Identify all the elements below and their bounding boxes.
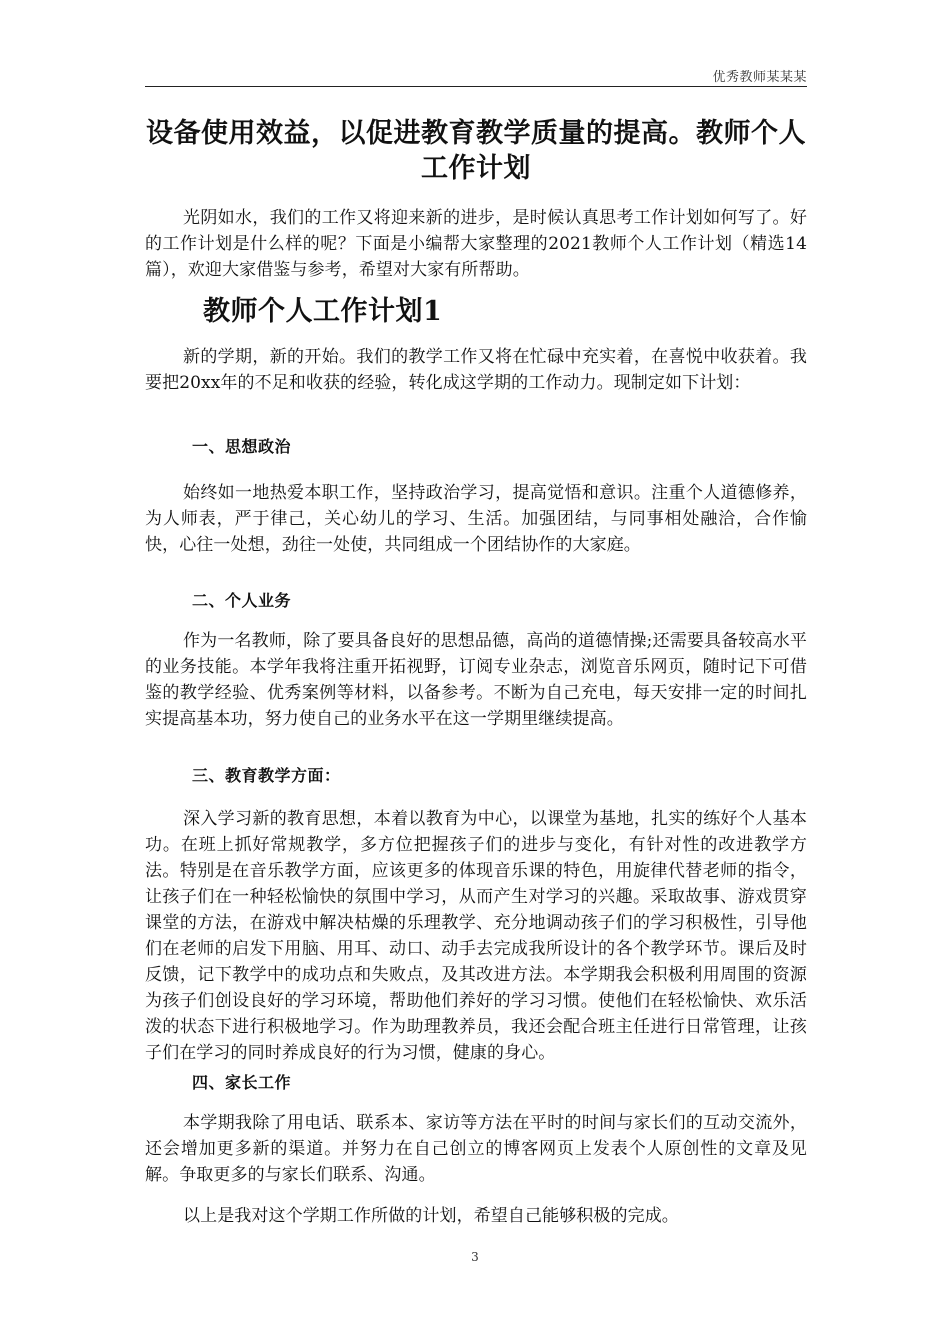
page-title: 设备使用效益，以促进教育教学质量的提高。教师个人工作计划 (146, 118, 806, 184)
section-intro-paragraph: 新的学期，新的开始。我们的教学工作又将在忙碌中充实着，在喜悦中收获着。我要把20xx年的不足和收获的经验，转化成这学期的工作动力。现制定如下计划： (145, 347, 807, 393)
subsection-heading-politics: 一、思想政治 (192, 437, 292, 456)
subsection-body-teaching: 深入学习新的教育思想，本着以教育为中心，以课堂为基地，扎实的练好个人基本功。在班上抓好常规教学，多方位把握孩子们的进步与变化，有针对性的改进教学方法。特别是在音乐教学方面，应该更多的体现音乐课的特色，用旋律代替老师的指令，让孩子们在一种轻松愉快的氛围中学习，从而产生对学习的兴趣。采取故事、游戏贯穿课堂的方法，在游戏中解决枯燥的乐理教学、充分地调动孩子们的学习积极性，引导他们在老师的启发下用脑、用耳、动口、动手去完成我所设计的各个教学环节。课后及时反馈，记下教学中的成功点和失败点，及其改进方法。本学期我会积极利用周围的资源为孩子们创设良好的学习环境，帮助他们养好的学习习惯。使他们在轻松愉快、欢乐活泼的状态下进行积极地学习。作为助理教养员，我还会配合班主任进行日常管理，让孩子们在学习的同时养成良好的行为习惯，健康的身心。 (145, 809, 807, 1063)
header-divider (145, 86, 807, 87)
page-number: 3 (471, 1250, 479, 1264)
intro-paragraph: 光阴如水，我们的工作又将迎来新的进步，是时候认真思考工作计划如何写了。好的工作计划是什么样的呢？下面是小编帮大家整理的2021教师个人工作计划（精选14篇），欢迎大家借鉴与参考，希望对大家有所帮助。 (145, 208, 807, 280)
subsection-body-politics: 始终如一地热爱本职工作，坚持政治学习，提高觉悟和意识。注重个人道德修养，为人师表，严于律己，关心幼儿的学习、生活。加强团结，与同事相处融洽，合作愉快，心往一处想，劲往一处使，共同组成一个团结协作的大家庭。 (145, 483, 807, 555)
subsection-heading-parents: 四、家长工作 (192, 1073, 292, 1092)
running-header: 优秀教师某某某 (712, 70, 807, 85)
closing-paragraph: 以上是我对这个学期工作所做的计划，希望自己能够积极的完成。 (183, 1206, 679, 1226)
subsection-body-personal: 作为一名教师，除了要具备良好的思想品德，高尚的道德情操;还需要具备较高水平的业务技能。本学年我将注重开拓视野，订阅专业杂志，浏览音乐网页，随时记下可借鉴的教学经验、优秀案例等材料，以备参考。不断为自己充电，每天安排一定的时间扎实提高基本功，努力使自己的业务水平在这一学期里继续提高。 (145, 631, 807, 729)
subsection-heading-personal: 二、个人业务 (192, 591, 292, 610)
section-heading: 教师个人工作计划1 (203, 296, 443, 327)
subsection-heading-teaching: 三、教育教学方面： (192, 766, 341, 785)
subsection-body-parents: 本学期我除了用电话、联系本、家访等方法在平时的时间与家长们的互动交流外，还会增加更多新的渠道。并努力在自己创立的博客网页上发表个人原创性的文章及见解。争取更多的与家长们联系、沟通。 (145, 1113, 807, 1185)
